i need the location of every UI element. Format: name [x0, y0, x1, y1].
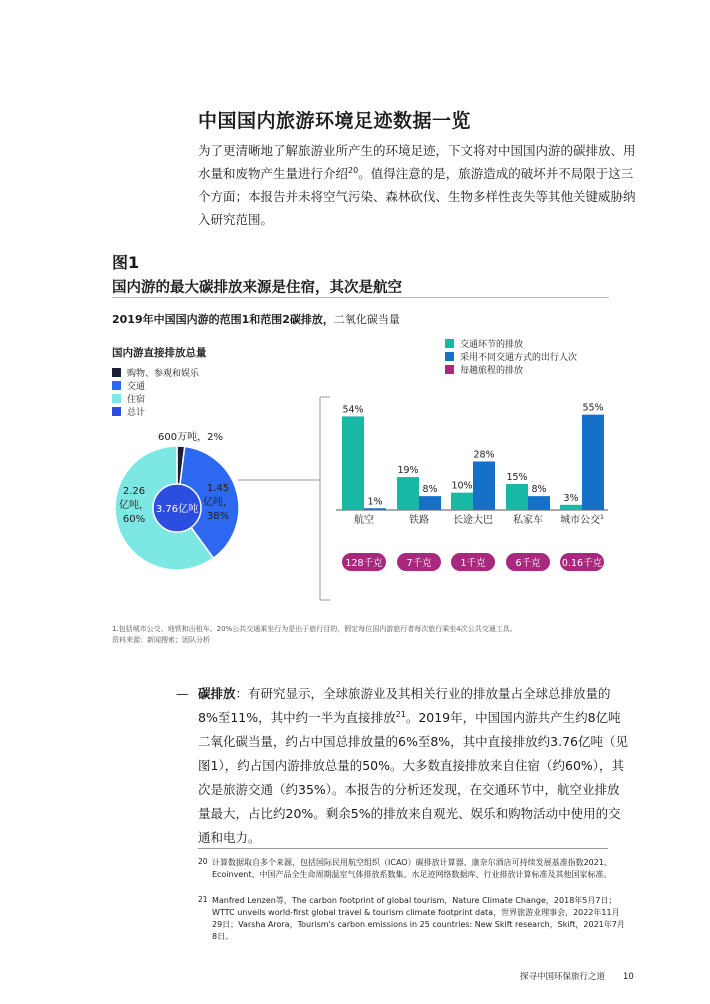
bar-value-label: 15%: [506, 472, 528, 483]
bar-value-label: 8%: [531, 484, 547, 496]
footnote-ref-21[interactable]: 21: [395, 709, 406, 719]
pie-total-label: 3.76亿吨: [155, 504, 199, 515]
category-sup: 1: [600, 514, 604, 521]
figure-notes: [112, 624, 612, 646]
pie-label-transport: 1.45: [206, 483, 230, 494]
bar: [451, 493, 473, 510]
bar: [582, 415, 604, 510]
bar: [342, 416, 364, 510]
bar-value-label: 28%: [473, 449, 495, 461]
page-title: 中国国内旅游环境足迹数据一览: [198, 110, 472, 132]
bar-value-label: 55%: [582, 402, 604, 414]
pie-label-accommodation: 亿吨，: [119, 500, 149, 511]
pie-legend-item: 购物、参观和娱乐: [112, 366, 199, 379]
footnote-21: 21 Manfred Lenzen等，The carbon footprint of global tourism，Nature Climate Change，2018年5月7日；WTTC unveils world-first global travel & tourism climate footprint data，世界旅游业理事会，2022年11月29日；Varsha Arora，Tourism's carbon emissions in 25 countries: New Skift research，Skift，2021年7月8日。: [198, 895, 625, 941]
bar-value-label: 8%: [422, 484, 438, 496]
pie-chart-title: 国内游直接排放总量: [112, 347, 207, 359]
pie-label-shopping: 600万吨，2%: [158, 432, 223, 443]
category-label: 铁路: [409, 515, 429, 526]
bar-value-label: 3%: [563, 492, 579, 504]
pie-legend-item: 交通: [112, 379, 199, 392]
pie-label-accommodation: 2.26: [122, 486, 146, 497]
bar-value-label: 19%: [397, 465, 419, 477]
pie-legend-item: 总计: [112, 405, 199, 418]
bar: [473, 461, 495, 510]
pie-label-accommodation: 60%: [122, 514, 146, 525]
pie-chart: [115, 430, 239, 570]
bar-value-label: 10%: [451, 480, 473, 492]
page-footer: 探寻中国环保旅行之道 10: [520, 972, 634, 982]
dash-bullet: —: [176, 686, 189, 701]
bar-legend-item: 采用不同交通方式的出行人次: [445, 350, 577, 363]
figure-title: 国内游的最大碳排放来源是住宿，其次是航空: [112, 280, 402, 296]
pie-connector: [238, 397, 330, 600]
pie-label-transport: 亿吨，: [203, 497, 233, 508]
bar-legend-item: 每趟旅程的排放: [445, 363, 577, 376]
figure-number: 图1: [112, 253, 140, 272]
source-note: 资料来源：新闻搜索；团队分析: [112, 636, 210, 644]
bar-value-label: 1%: [367, 496, 383, 508]
page-number: 10: [623, 972, 634, 982]
bar-legend-item: 交通环节的排放: [445, 337, 577, 350]
category-label: 长途大巴: [453, 515, 493, 526]
bar: [528, 496, 550, 510]
bar-value-label: 54%: [342, 404, 364, 416]
per-trip-label: 6千克: [515, 558, 541, 569]
bar: [397, 477, 419, 510]
bar: [560, 505, 582, 510]
figure-subtitle: 2019年中国国内游的范围1和范围2碳排放，二氧化碳当量: [112, 313, 400, 326]
footnote-divider: [198, 848, 608, 849]
category-label: 私家车: [513, 515, 543, 526]
per-trip-label: 7千克: [406, 558, 432, 569]
intro-paragraph: 为了更清晰地了解旅游业所产生的环境足迹，下文将对中国国内游的碳排放、用水量和废物产生量进行介绍$^{20}$。值得注意的是，旅游造成的破坏并不局限于这三个方面；本报告并未将空气污染、森林砍伐、生物多样性丧失等其他关键威胁纳入研究范围。: [198, 143, 636, 227]
bar: [506, 484, 528, 510]
pie-label-transport: 38%: [206, 511, 230, 522]
bar: [364, 508, 386, 510]
footnote-ref-20[interactable]: 20: [348, 165, 359, 175]
per-trip-label: 0.16千克: [561, 558, 603, 569]
bar-chart: [336, 403, 608, 571]
category-label: 城市公交$^1$: [560, 514, 604, 526]
footnote-20: 20 计算数据取自多个来源，包括国际民用航空组织（ICAO）碳排放计算器、康奈尔酒店可持续发展基准指数2021、Ecoinvent、中国产品全生命周期温室气体排放系数集、水足迹网络数据库、行业排放计算标准及其他国家标准。: [198, 857, 612, 879]
body-paragraph: — 碳排放：有研究显示，全球旅游业及其相关行业的排放量占全球总排放量的8%至11%，其中约一半为直接排放$^{21}$。2019年，中国国内游共产生约8亿吨二氧化碳当量，约占中国总排放量的6%至8%，其中直接排放约3.76亿吨（见图1），约占国内游排放总量的50%。大多数直接排放来自住宿（约60%），其次是旅游交通（约35%）。本报告的分析还发现，在交通环节中，航空业排放量最大，占比约20%。剩余5%的排放来自观光、娱乐和购物活动中使用的交通和电力。: [198, 682, 628, 850]
per-trip-label: 1千克: [460, 558, 486, 569]
note-1: 1.包括城市公交、地铁和出租车。20%公共交通乘坐行为是出于旅行目的，假定每位国内游旅行者每次旅行乘坐4次公共交通工具。: [112, 625, 517, 633]
pie-legend-item: 住宿: [112, 392, 199, 405]
lead-term: 碳排放: [198, 686, 236, 701]
category-label: 航空: [354, 515, 374, 526]
bar: [419, 496, 441, 510]
per-trip-label: 128千克: [345, 558, 383, 569]
